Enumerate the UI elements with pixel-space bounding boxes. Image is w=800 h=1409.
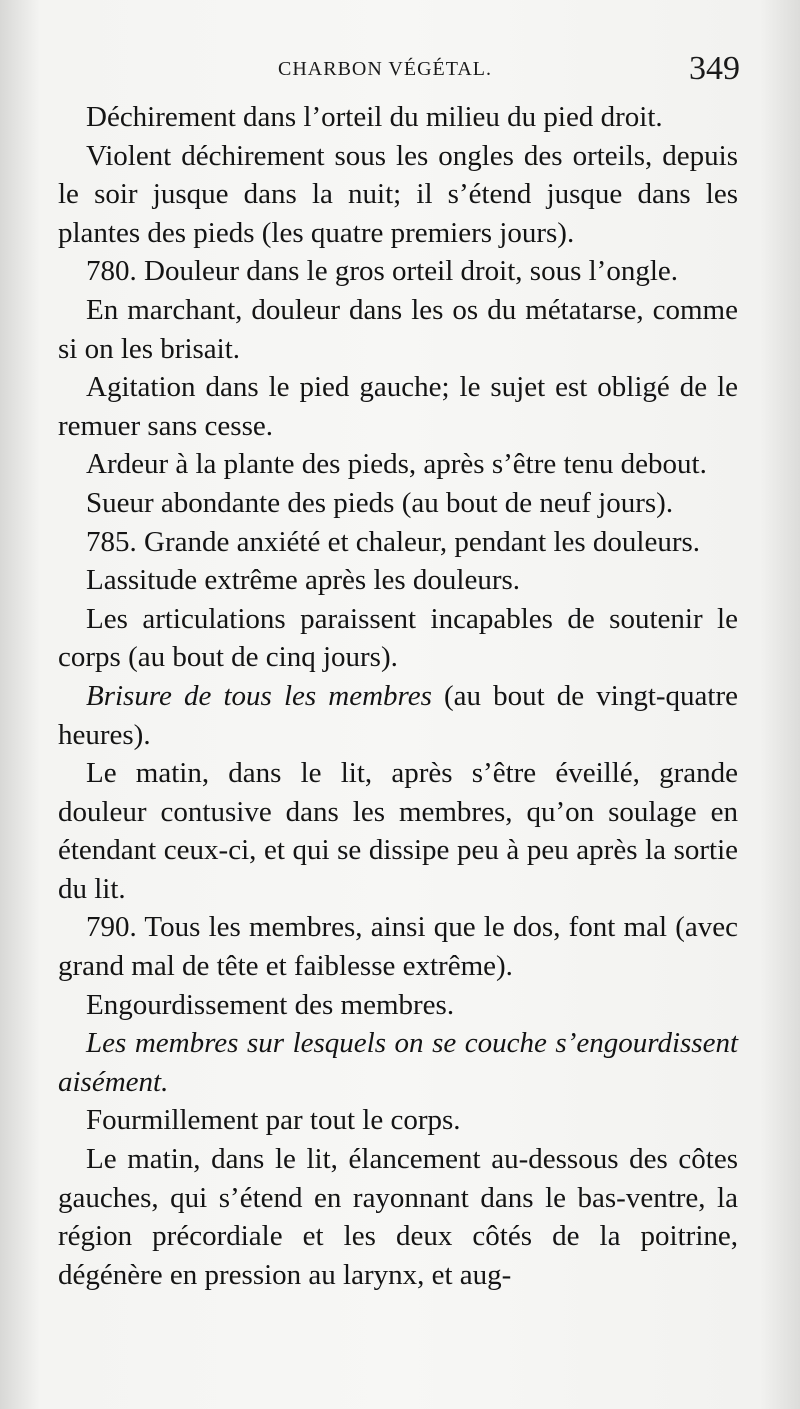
paragraph-8: 785. Grande anxiété et chaleur, pendant les douleurs. — [86, 525, 701, 558]
paragraph-3: 780. Douleur dans le gros orteil droit, sous l’ongle. — [86, 255, 678, 288]
paragraph-10: Les articulations paraissent incapables de soutenir le corps (au bout de cinq jours). — [58, 602, 738, 674]
paragraph-17: Le matin, dans le lit, élancement au-dessous des côtes gauches, qui s’étend en rayonnant dans le bas-ventre, la région précordiale et les deux côtés de la poitrine, dégénère en pression au larynx, et aug- — [58, 1143, 738, 1291]
body-text — [58, 98, 738, 1294]
italic-phrase: Brisure de tous les membres — [86, 679, 432, 712]
paragraph-7: Sueur abondante des pieds (au bout de neuf jours). — [86, 486, 674, 519]
paragraph-6: Ardeur à la plante des pieds, après s’être tenu debout. — [86, 448, 707, 481]
page-number: 349 — [689, 50, 740, 87]
paragraph-16: Fourmillement par tout le corps. — [86, 1104, 461, 1137]
paragraph-13: 790. Tous les membres, ainsi que le dos, font mal (avec grand mal de tête et faiblesse extrême). — [58, 911, 738, 983]
running-title: CHARBON VÉGÉTAL. — [278, 58, 493, 80]
paragraph-11: Brisure de tous les membres (au bout de vingt-quatre heures). — [58, 679, 738, 751]
paragraph-1: Déchirement dans l’orteil du milieu du pied droit. — [86, 101, 663, 133]
paragraph-15 — [58, 1024, 738, 1101]
paragraph-4: En marchant, douleur dans les os du métatarse, comme si on les brisait. — [58, 293, 738, 365]
italic-phrase: Les membres sur lesquels on se couche s’engourdissent aisément. — [58, 1027, 738, 1098]
paragraph-2: Violent déchirement sous les ongles des orteils, depuis le soir jusque dans la nuit; il s’étend jusque dans les plantes des pieds (les quatre premiers jours). — [58, 139, 738, 249]
paragraph-9: Lassitude extrême après les douleurs. — [86, 564, 521, 597]
paragraph-12: Le matin, dans le lit, après s’être éveillé, grande douleur contusive dans les membres, qu’on soulage en étendant ceux-ci, et qui se dissipe peu à peu après la sortie du lit. — [58, 757, 738, 905]
paragraph-5: Agitation dans le pied gauche; le sujet est obligé de le remuer sans cesse. — [58, 371, 738, 442]
paragraph-14: Engourdissement des membres. — [86, 988, 455, 1021]
